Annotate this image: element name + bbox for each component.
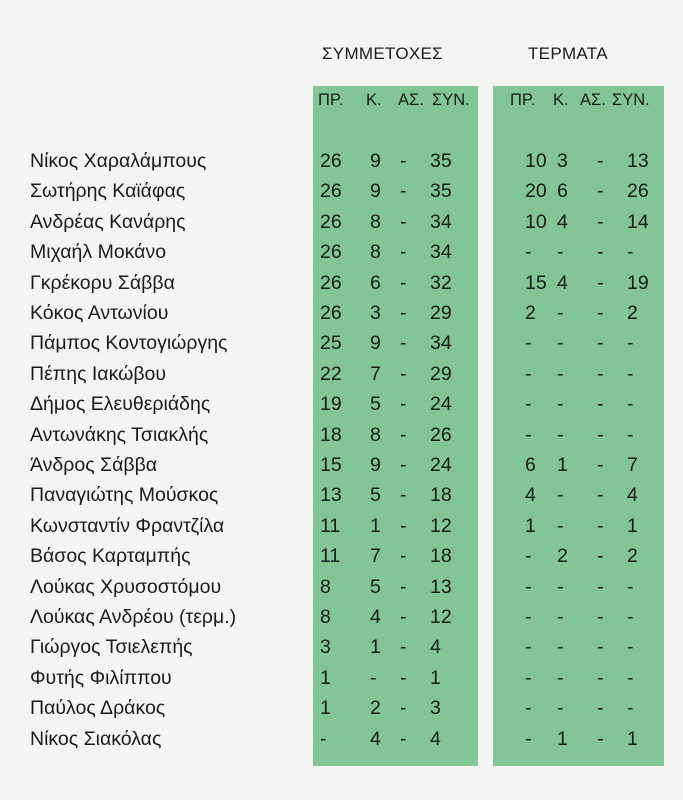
goals-header-starts: ΠΡ. <box>510 91 536 109</box>
goals-subs-cell: - <box>557 606 564 628</box>
table-row <box>0 541 683 571</box>
table-row <box>0 480 683 510</box>
player-name: Κόκος Αντωνίου <box>30 302 169 324</box>
goals-subs-cell: - <box>557 697 564 720</box>
table-row <box>0 420 683 450</box>
goals-total-cell: 1 <box>627 514 638 537</box>
goals-starts-cell: - <box>525 606 532 628</box>
apps-total-cell: 34 <box>430 241 452 264</box>
goals-total-cell: 2 <box>627 302 638 324</box>
goals-friendly-cell: - <box>597 302 604 324</box>
goals-starts-cell: 6 <box>525 454 536 476</box>
apps-header-total: ΣΥΝ. <box>432 91 470 109</box>
goals-friendly-cell: - <box>597 697 604 720</box>
goals-friendly-cell: - <box>597 606 604 628</box>
apps-subs-cell: 7 <box>370 545 381 568</box>
apps-starts-cell: 15 <box>320 454 342 476</box>
goals-total-cell: - <box>627 332 634 355</box>
player-name: Νίκος Σιακόλας <box>30 727 162 750</box>
goals-subs-cell: - <box>557 362 564 385</box>
player-name: Κωνσταντίν Φραντζίλα <box>30 514 225 537</box>
goals-starts-cell: - <box>525 636 532 659</box>
apps-starts-cell: 26 <box>320 180 342 203</box>
goals-total-cell: 19 <box>627 271 649 294</box>
table-row <box>0 511 683 541</box>
player-name: Ανδρέας Κανάρης <box>30 210 186 233</box>
goals-friendly-cell: - <box>597 271 604 294</box>
player-name: Παύλος Δράκος <box>30 697 166 720</box>
apps-friendly-cell: - <box>400 362 407 385</box>
goals-subs-cell: - <box>557 302 564 324</box>
goals-friendly-cell: - <box>597 454 604 476</box>
table-row <box>0 572 683 602</box>
apps-total-cell: 1 <box>430 666 441 689</box>
goals-starts-cell: - <box>525 393 532 416</box>
apps-starts-cell: - <box>320 727 327 750</box>
goals-header-total: ΣΥΝ. <box>612 91 650 109</box>
goals-starts-cell: - <box>525 241 532 264</box>
goals-friendly-cell: - <box>597 636 604 659</box>
table-row <box>0 450 683 480</box>
goals-starts-cell: 4 <box>525 484 536 507</box>
table-row <box>0 176 683 206</box>
player-name: Γκρέκορυ Σάββα <box>30 271 175 294</box>
apps-starts-cell: 26 <box>320 210 342 233</box>
apps-friendly-cell: - <box>400 484 407 507</box>
apps-total-cell: 4 <box>430 727 441 750</box>
goals-total-cell: - <box>627 241 634 264</box>
apps-starts-cell: 11 <box>320 514 341 537</box>
goals-total-cell: 7 <box>627 454 638 476</box>
goals-starts-cell: - <box>525 575 532 598</box>
goals-subs-cell: - <box>557 484 564 507</box>
apps-starts-cell: 26 <box>320 241 342 264</box>
goals-subs-cell: 4 <box>557 271 568 294</box>
goals-friendly-cell: - <box>597 575 604 598</box>
apps-total-cell: 32 <box>430 271 452 294</box>
apps-subs-cell: 5 <box>370 484 381 507</box>
apps-friendly-cell: - <box>400 332 407 355</box>
apps-total-cell: 12 <box>430 514 452 537</box>
apps-starts-cell: 18 <box>320 423 342 446</box>
apps-subs-cell: 9 <box>370 150 381 172</box>
apps-starts-cell: 25 <box>320 332 342 355</box>
apps-subs-cell: 8 <box>370 423 381 446</box>
apps-friendly-cell: - <box>400 606 407 628</box>
apps-total-cell: 3 <box>430 697 441 720</box>
goals-header-subs: Κ. <box>553 91 569 109</box>
player-name: Γιώργος Τσιελεπής <box>30 636 193 659</box>
goals-total-cell: - <box>627 393 634 416</box>
goals-total-cell: 14 <box>627 210 649 233</box>
player-name: Σωτήρης Καϊάφας <box>30 180 186 203</box>
apps-starts-cell: 13 <box>320 484 342 507</box>
goals-friendly-cell: - <box>597 666 604 689</box>
goals-friendly-cell: - <box>597 727 604 750</box>
apps-subs-cell: 9 <box>370 454 381 476</box>
table-row <box>0 663 683 693</box>
table-row <box>0 328 683 358</box>
goals-total-cell: - <box>627 606 634 628</box>
goals-starts-cell: - <box>525 332 532 355</box>
table-row <box>0 693 683 723</box>
goals-subs-cell: 3 <box>557 150 568 172</box>
goals-starts-cell: - <box>525 362 532 385</box>
goals-friendly-cell: - <box>597 150 604 172</box>
apps-starts-cell: 1 <box>320 666 331 689</box>
goals-starts-cell: 1 <box>525 514 536 537</box>
apps-total-cell: 18 <box>430 484 452 507</box>
player-name: Βάσος Καρταμπής <box>30 545 191 568</box>
apps-total-cell: 29 <box>430 362 452 385</box>
goals-friendly-cell: - <box>597 241 604 264</box>
goals-subs-cell: - <box>557 423 564 446</box>
goals-friendly-cell: - <box>597 332 604 355</box>
goals-total-cell: - <box>627 636 634 659</box>
apps-friendly-cell: - <box>400 575 407 598</box>
apps-starts-cell: 8 <box>320 606 331 628</box>
apps-friendly-cell: - <box>400 423 407 446</box>
player-name: Αντωνάκης Τσιακλής <box>30 423 209 446</box>
goals-total-cell: - <box>627 697 634 720</box>
apps-starts-cell: 1 <box>320 697 331 720</box>
goals-subs-cell: - <box>557 636 564 659</box>
table-row <box>0 207 683 237</box>
apps-starts-cell: 8 <box>320 575 331 598</box>
apps-subs-cell: 4 <box>370 606 381 628</box>
goals-friendly-cell: - <box>597 393 604 416</box>
apps-friendly-cell: - <box>400 241 407 264</box>
player-name: Νίκος Χαραλάμπους <box>30 150 207 172</box>
apps-friendly-cell: - <box>400 210 407 233</box>
goals-friendly-cell: - <box>597 210 604 233</box>
apps-starts-cell: 26 <box>320 302 342 324</box>
goals-starts-cell: - <box>525 666 532 689</box>
apps-starts-cell: 26 <box>320 150 342 172</box>
apps-friendly-cell: - <box>400 393 407 416</box>
apps-total-cell: 18 <box>430 545 452 568</box>
apps-subs-cell: 8 <box>370 210 381 233</box>
apps-header-subs: Κ. <box>366 91 382 109</box>
goals-total-cell: - <box>627 423 634 446</box>
player-name: Λούκας Ανδρέου (τερμ.) <box>30 606 237 628</box>
apps-friendly-cell: - <box>400 454 407 476</box>
goals-total-cell: 1 <box>627 727 638 750</box>
player-name: Πάμπος Κοντογιώργης <box>30 332 228 355</box>
goals-friendly-cell: - <box>597 514 604 537</box>
apps-total-cell: 34 <box>430 332 452 355</box>
goals-starts-cell: 15 <box>525 271 547 294</box>
apps-friendly-cell: - <box>400 271 407 294</box>
goals-heading: ΤΕΡΜΑΤΑ <box>528 44 608 63</box>
goals-header-friendly: ΑΣ. <box>580 91 606 109</box>
goals-friendly-cell: - <box>597 180 604 203</box>
goals-subs-cell: - <box>557 241 564 264</box>
goals-starts-cell: 10 <box>525 210 547 233</box>
goals-starts-cell: - <box>525 697 532 720</box>
apps-friendly-cell: - <box>400 636 407 659</box>
table-row <box>0 237 683 267</box>
apps-friendly-cell: - <box>400 514 407 537</box>
goals-total-cell: - <box>627 575 634 598</box>
goals-total-cell: 4 <box>627 484 638 507</box>
goals-subs-cell: - <box>557 514 564 537</box>
player-name: Άνδρος Σάββα <box>30 454 158 476</box>
player-name: Παναγιώτης Μούσκος <box>30 484 219 507</box>
table-row <box>0 389 683 419</box>
apps-friendly-cell: - <box>400 150 407 172</box>
apps-starts-cell: 11 <box>320 545 341 568</box>
player-name: Φυτής Φιλίππου <box>30 666 172 689</box>
goals-friendly-cell: - <box>597 484 604 507</box>
player-name: Δήμος Ελευθεριάδης <box>30 393 211 416</box>
apps-subs-cell: 9 <box>370 332 381 355</box>
goals-friendly-cell: - <box>597 545 604 568</box>
apps-total-cell: 34 <box>430 210 452 233</box>
goals-subs-cell: 1 <box>557 454 568 476</box>
apps-total-cell: 26 <box>430 423 452 446</box>
apps-total-cell: 24 <box>430 393 452 416</box>
goals-starts-cell: 10 <box>525 150 547 172</box>
apps-total-cell: 29 <box>430 302 452 324</box>
apps-subs-cell: 5 <box>370 393 381 416</box>
goals-subs-cell: - <box>557 575 564 598</box>
apps-subs-cell: - <box>370 666 377 689</box>
goals-starts-cell: - <box>525 423 532 446</box>
apps-subs-cell: 1 <box>370 514 381 537</box>
apps-subs-cell: 4 <box>370 727 381 750</box>
apps-total-cell: 35 <box>430 180 452 203</box>
goals-subs-cell: 6 <box>557 180 568 203</box>
goals-starts-cell: 2 <box>525 302 536 324</box>
goals-friendly-cell: - <box>597 423 604 446</box>
goals-friendly-cell: - <box>597 362 604 385</box>
table-row <box>0 359 683 389</box>
appearances-heading: ΣΥΜΜΕΤΟΧΕΣ <box>322 44 443 63</box>
apps-friendly-cell: - <box>400 180 407 203</box>
goals-subs-cell: - <box>557 393 564 416</box>
apps-subs-cell: 6 <box>370 271 381 294</box>
goals-subs-cell: - <box>557 332 564 355</box>
apps-starts-cell: 19 <box>320 393 342 416</box>
apps-friendly-cell: - <box>400 666 407 689</box>
apps-total-cell: 4 <box>430 636 441 659</box>
apps-starts-cell: 22 <box>320 362 342 385</box>
table-row <box>0 632 683 662</box>
apps-total-cell: 24 <box>430 454 452 476</box>
goals-starts-cell: - <box>525 545 532 568</box>
apps-subs-cell: 7 <box>370 362 381 385</box>
apps-total-cell: 35 <box>430 150 452 172</box>
player-name: Μιχαήλ Μοκάνο <box>30 241 167 264</box>
goals-subs-cell: 4 <box>557 210 568 233</box>
apps-subs-cell: 2 <box>370 697 381 720</box>
goals-total-cell: - <box>627 666 634 689</box>
apps-total-cell: 12 <box>430 606 452 628</box>
goals-total-cell: - <box>627 362 634 385</box>
goals-total-cell: 13 <box>627 150 649 172</box>
goals-total-cell: 26 <box>627 180 649 203</box>
apps-friendly-cell: - <box>400 697 407 720</box>
apps-subs-cell: 8 <box>370 241 381 264</box>
player-name: Πέπης Ιακώβου <box>30 362 167 385</box>
player-name: Λούκας Χρυσοστόμου <box>30 575 222 598</box>
table-row <box>0 298 683 328</box>
apps-friendly-cell: - <box>400 545 407 568</box>
table-row <box>0 146 683 176</box>
table-row <box>0 268 683 298</box>
table-row <box>0 602 683 632</box>
apps-starts-cell: 3 <box>320 636 331 659</box>
apps-subs-cell: 3 <box>370 302 381 324</box>
goals-starts-cell: - <box>525 727 532 750</box>
apps-starts-cell: 26 <box>320 271 342 294</box>
apps-friendly-cell: - <box>400 302 407 324</box>
apps-subs-cell: 9 <box>370 180 381 203</box>
apps-total-cell: 13 <box>430 575 452 598</box>
goals-subs-cell: 2 <box>557 545 568 568</box>
goals-subs-cell: 1 <box>557 727 568 750</box>
apps-subs-cell: 1 <box>370 636 381 659</box>
table-row <box>0 724 683 754</box>
apps-subs-cell: 5 <box>370 575 381 598</box>
apps-header-starts: ΠΡ. <box>318 91 344 109</box>
goals-starts-cell: 20 <box>525 180 547 203</box>
goals-total-cell: 2 <box>627 545 638 568</box>
apps-header-friendly: ΑΣ. <box>398 91 424 109</box>
apps-friendly-cell: - <box>400 727 407 750</box>
goals-subs-cell: - <box>557 666 564 689</box>
